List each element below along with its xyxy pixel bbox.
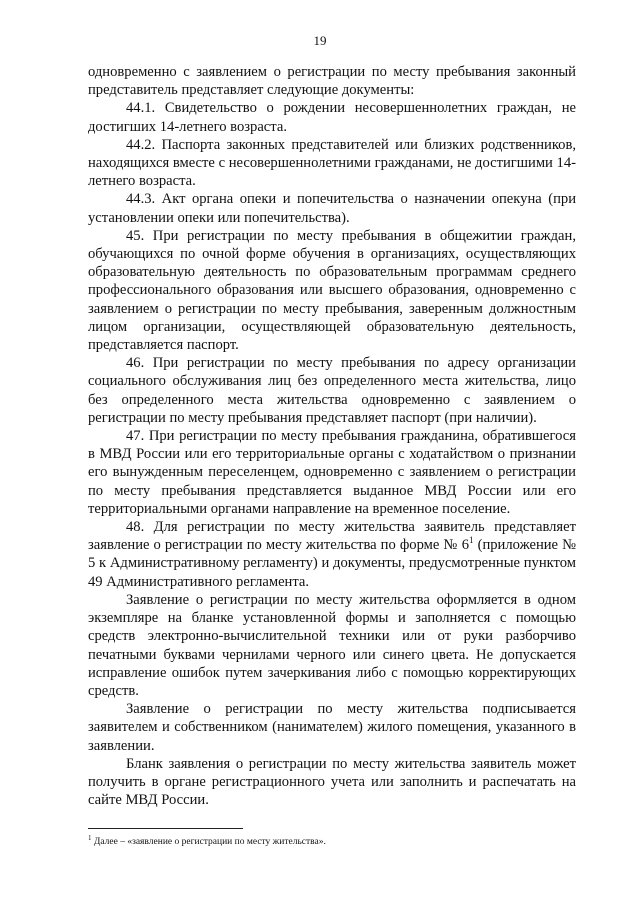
paragraph-44-1: 44.1. Свидетельство о рождении несовершеннолетних граждан, не достигших 14-летнего возраста. (88, 100, 576, 135)
paragraph-48-text-start: 48. Для регистрации по месту жительства заявитель представляет заявление о регистрации по месту жительства по форме № 6 (88, 519, 576, 554)
paragraph-48-text-end: (приложение № 5 к Административному регламенту) и документы, предусмотренные пунктом 49 Административного регламента. (88, 537, 576, 590)
document-body (88, 63, 576, 809)
paragraph-application-signature: Заявление о регистрации по месту жительства подписывается заявителем и собственником (нанимателем) жилого помещения, указанного в заявлении. (88, 701, 576, 754)
footnote-text: Далее – «заявление о регистрации по месту жительства». (91, 837, 326, 847)
footnote-reference: 1 (469, 535, 474, 546)
paragraph-45: 45. При регистрации по месту пребывания в общежитии граждан, обучающихся по очной форме обучения в организациях, осуществляющих образовательную деятельность по образовательным программам среднего профессионального образования или высшего образования, одновременно с заявлением о регистрации по месту пребывания, заверенным должностным лицом организации, осуществляющей образовательную деятельность, представляется паспорт. (88, 227, 576, 354)
paragraph-continuation: одновременно с заявлением о регистрации по месту пребывания законный представитель представляет следующие документы: (88, 64, 576, 99)
footnote-marker: 1 (88, 833, 92, 842)
paragraph-44-2: 44.2. Паспорта законных представителей или близких родственников, находящихся вместе с несовершеннолетними гражданами, не достигшими 14-летнего возраста. (88, 136, 576, 190)
paragraph-46: 46. При регистрации по месту пребывания по адресу организации социального обслуживания лиц без определенного места жительства, лицо без определенного места жительства одновременно с заявлением о регистрации по месту пребывания представляет паспорт (при наличии). (88, 355, 576, 426)
paragraph-47: 47. При регистрации по месту пребывания гражданина, обратившегося в МВД России или его территориальные органы с ходатайством о признании его вынужденным переселенцем, одновременно с заявлением о регистрации по месту пребывания представляется выданное МВД России или его территориальными органами направление на временное поселение. (88, 428, 576, 517)
page-number: 19 (313, 33, 327, 48)
footnote (88, 833, 576, 848)
paragraph-48 (88, 518, 576, 591)
footnote-divider (88, 828, 243, 829)
paragraph-application-form: Заявление о регистрации по месту жительства оформляется в одном экземпляре на бланке установленной формы и заполняется с помощью средств электронно-вычислительной техники или от руки разборчиво печатными буквами чернилами черного или синего цвета. Не допускается исправление ошибок путем зачеркивания либо с помощью корректирующих средств. (88, 591, 576, 699)
paragraph-44-3: 44.3. Акт органа опеки и попечительства о назначении опекуна (при установлении опеки или попечительства). (88, 191, 576, 226)
paragraph-application-blank: Бланк заявления о регистрации по месту жительства заявитель может получить в органе регистрационного учета или заполнить и распечатать на сайте МВД России. (88, 755, 576, 809)
